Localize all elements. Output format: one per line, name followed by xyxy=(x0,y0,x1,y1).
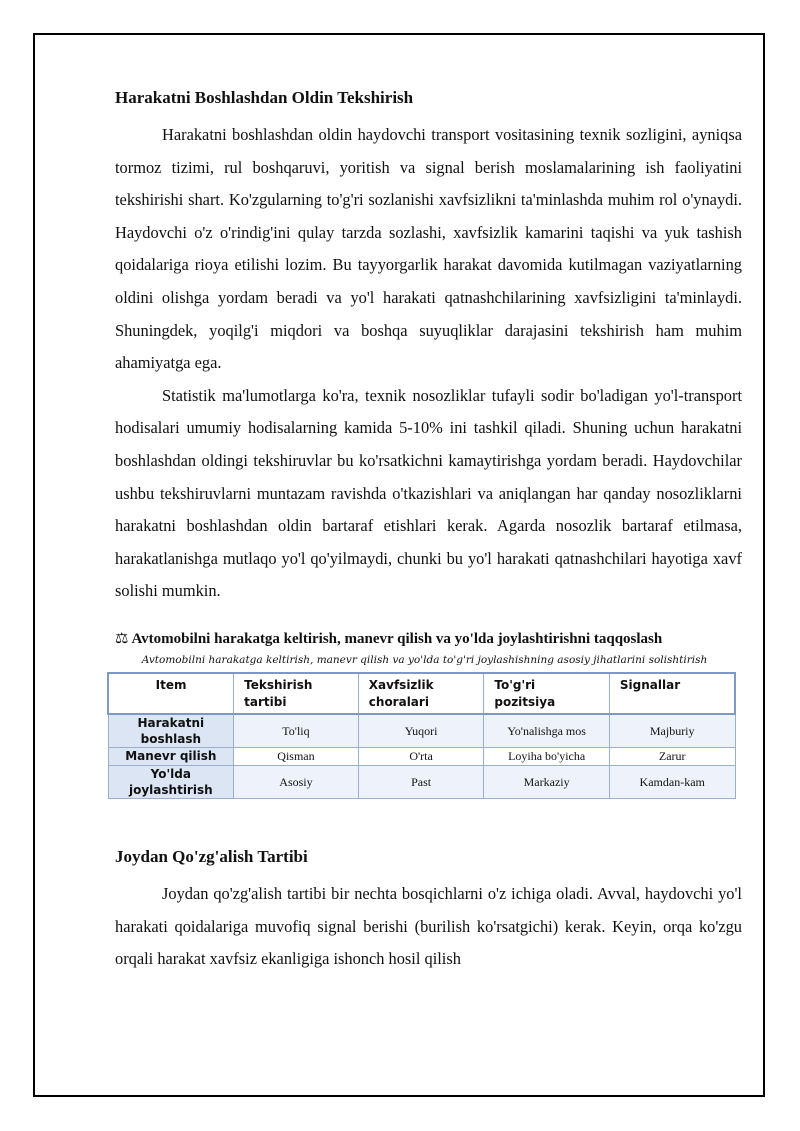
column-header: Signallar xyxy=(609,673,735,714)
row-header-cell: Harakatni boshlash xyxy=(108,714,234,748)
table-title xyxy=(115,628,742,650)
comparison-table xyxy=(107,672,736,799)
paragraph: Statistik ma'lumotlarga ko'ra, texnik nosozliklar tufayli sodir bo'ladigan yo'l-transport hodisalari umumiy hodisalarning kamida 5-10% ini tashkil qiladi. Shuning uchun harakatni boshlashdan oldingi tekshiruvlar bu ko'rsatkichni kamaytirishga yordam beradi. Haydovchilar ushbu tekshiruvlarni muntazam ravishda o'tkazishlari va aniqlangan har qanday nosozliklarni harakatni boshlashdan oldin bartaraf etishlari kerak. Agarda nosozlik bartaraf etilmasa, harakatlanishga mutlaqo yo'l qo'yilmaydi, chunki bu yo'l harakati qatnashchilari hayotiga xavf solishi mumkin. xyxy=(115,385,742,601)
table-cell: Markaziy xyxy=(484,765,610,798)
table-row xyxy=(108,765,735,798)
row-header-cell: Yo'lda joylashtirish xyxy=(108,765,234,798)
comparison-table-block xyxy=(115,628,742,799)
table-row xyxy=(108,714,735,748)
table-title-text: Avtomobilni harakatga keltirish, manevr qilish va yo'lda joylashtirishni taqqoslash xyxy=(131,630,663,647)
table-cell: O'rta xyxy=(358,747,484,765)
column-header: Xavfsizlik choralari xyxy=(358,673,484,714)
table-row xyxy=(108,747,735,765)
table-cell: Yo'nalishga mos xyxy=(484,714,610,748)
paragraph: Harakatni boshlashdan oldin haydovchi transport vositasining texnik sozligini, ayniqsa tormoz tizimi, rul boshqaruvi, yoritish va signal berish moslamalarining ish faoliyatini tekshirishi shart. Ko'zgularning to'g'ri sozlanishi xavfsizlikni ta'minlashda muhim rol o'ynaydi. Haydovchi o'z o'rindig'ini qulay tarzda sozlashi, xavfsizlik kamarini taqishi va yuk tashish qoidalariga rioya etilishi lozim. Bu tayyorgarlik harakat davomida kutilmagan vaziyatlarning oldini olishga yordam beradi va yo'l harakati qatnashchilarining xavfsizligini ta'minlaydi. Shuningdek, yoqilg'i miqdori va boshqa suyuqliklar darajasini tekshirish ham muhim ahamiyatga ega. xyxy=(115,125,742,373)
table-cell: Majburiy xyxy=(609,714,735,748)
table-cell: Zarur xyxy=(609,747,735,765)
column-header: Item xyxy=(108,673,234,714)
table-cell: Qisman xyxy=(234,747,359,765)
table-cell: Loyiha bo'yicha xyxy=(484,747,610,765)
table-cell: Past xyxy=(358,765,484,798)
row-header-cell: Manevr qilish xyxy=(108,747,234,765)
column-header: Tekshirish tartibi xyxy=(234,673,359,714)
section-heading-pre-drive-check: Harakatni Boshlashdan Oldin Tekshirish xyxy=(115,88,414,107)
document-body xyxy=(115,85,742,976)
table-header-row xyxy=(108,673,735,714)
table-cell: Asosiy xyxy=(234,765,359,798)
scale-icon: ⚖ xyxy=(115,630,129,647)
table-subtitle: Avtomobilni harakatga keltirish, manevr qilish va yo'lda to'g'ri joylashishning asosiy jihatlarini solishtirish xyxy=(141,653,708,666)
spacer xyxy=(115,799,742,844)
table-cell: Yuqori xyxy=(358,714,484,748)
table-cell: Kamdan-kam xyxy=(609,765,735,798)
paragraph: Joydan qo'zg'alish tartibi bir nechta bosqichlarni o'z ichiga oladi. Avval, haydovchi yo'l harakati qoidalariga muvofiq signal berishi (burilish ko'rsatgichi) kerak. Keyin, orqa ko'zgu orqali harakat xavfsiz ekanligiga ishonch hosil qilish xyxy=(115,883,742,969)
section-heading-departure-procedure: Joydan Qo'zg'alish Tartibi xyxy=(115,846,308,866)
column-header: To'g'ri pozitsiya xyxy=(484,673,610,714)
table-cell: To'liq xyxy=(234,714,359,748)
